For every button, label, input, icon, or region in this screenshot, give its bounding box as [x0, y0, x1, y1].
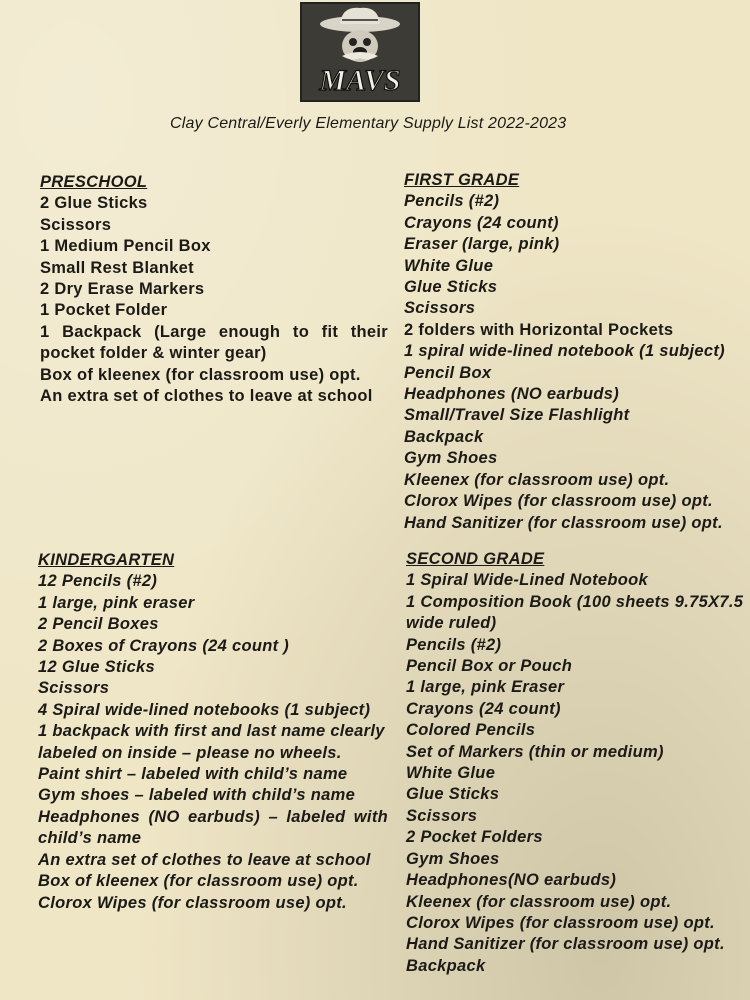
list-item: 1 Spiral Wide-Lined Notebook [406, 571, 649, 590]
list-item: Gym Shoes [404, 449, 498, 468]
list-item: Pencils (#2) [406, 635, 502, 654]
list-item: Scissors [406, 806, 478, 825]
list-item: 1 large, pink eraser [38, 593, 195, 612]
list-item: Box of kleenex (for classroom use) opt. [40, 365, 361, 384]
list-item: Scissors [40, 215, 112, 234]
list-item: Crayons (24 count) [404, 213, 559, 232]
list-item: Scissors [38, 679, 110, 698]
first-grade-heading: FIRST GRADE [404, 171, 520, 189]
logo-text: MAVS [319, 64, 401, 97]
list-item: 2 Pocket Folders [406, 828, 543, 847]
list-item: 12 Pencils (#2) [38, 572, 158, 591]
list-item: Clorox Wipes (for classroom use) opt. [404, 492, 713, 511]
list-item: Clorox Wipes (for classroom use) opt. [38, 893, 347, 912]
list-item: Gym Shoes [406, 849, 500, 868]
list-item: Backpack [406, 956, 486, 975]
list-item: 1 Pocket Folder [40, 301, 168, 320]
list-item: Clorox Wipes (for classroom use) opt. [406, 913, 715, 932]
list-item: Box of kleenex (for classroom use) opt. [38, 872, 359, 891]
list-item: 2 Dry Erase Markers [40, 280, 205, 299]
list-item: Set of Markers (thin or medium) [406, 742, 664, 761]
list-item: Pencils (#2) [404, 192, 500, 211]
list-item: White Glue [404, 256, 494, 275]
list-item: 2 folders with Horizontal Pockets [404, 320, 674, 339]
list-item: Eraser (large, pink) [404, 235, 560, 254]
list-item: Headphones (NO earbuds) [404, 385, 620, 404]
list-item: Gym shoes – labeled with child’s name [38, 786, 356, 805]
list-item: Paint shirt – labeled with child’s name [38, 765, 348, 784]
list-item: Small/Travel Size Flashlight [404, 406, 630, 425]
list-item: 4 Spiral wide-lined notebooks (1 subject) [38, 700, 371, 719]
kindergarten-heading: KINDERGARTEN [38, 551, 175, 569]
list-item: Hand Sanitizer (for classroom use) opt. [406, 935, 725, 954]
list-item: Backpack [404, 427, 484, 446]
list-item: Glue Sticks [404, 278, 498, 297]
list-item: Headphones(NO earbuds) [406, 871, 617, 890]
list-item: 2 Glue Sticks [40, 194, 148, 213]
list-item: Kleenex (for classroom use) opt. [406, 892, 672, 911]
list-item: An extra set of clothes to leave at school [40, 387, 373, 406]
preschool-heading: PRESCHOOL [40, 173, 148, 191]
list-item: Colored Pencils [406, 721, 536, 740]
list-item: Scissors [404, 299, 476, 318]
list-item: Small Rest Blanket [40, 258, 194, 277]
list-item: 1 Composition Book (100 sheets 9.75X7.5 wide ruled) [406, 592, 744, 633]
list-item: An extra set of clothes to leave at school [38, 850, 371, 869]
preschool-section [40, 172, 392, 407]
list-item: 1 Backpack (Large enough to fit their pocket folder & winter gear) [40, 322, 388, 363]
list-item: 1 backpack with first and last name clearly labeled on inside – please no wheels. [38, 722, 385, 762]
list-item: Hand Sanitizer (for classroom use) opt. [404, 513, 723, 532]
mavs-logo [300, 2, 420, 102]
list-item: White Glue [406, 764, 496, 783]
list-item: Pencil Box or Pouch [406, 657, 573, 676]
list-item: Kleenex (for classroom use) opt. [404, 470, 670, 489]
list-item: 12 Glue Sticks [38, 658, 156, 677]
list-item: Pencil Box [404, 363, 492, 382]
list-item: 1 Medium Pencil Box [40, 237, 211, 256]
first-grade-section [404, 170, 750, 534]
list-item: Crayons (24 count) [406, 699, 561, 718]
list-item: 2 Pencil Boxes [38, 615, 159, 634]
list-item: Headphones (NO earbuds) – labeled with child’s name [38, 807, 388, 848]
second-grade-section [406, 549, 750, 977]
list-item: 1 spiral wide-lined notebook (1 subject) [404, 342, 725, 361]
list-item: Glue Sticks [406, 785, 500, 804]
list-item: 1 large, pink Eraser [406, 678, 565, 697]
page-title: Clay Central/Everly Elementary Supply List 2022-2023 [170, 115, 567, 132]
list-item: 2 Boxes of Crayons (24 count ) [38, 636, 290, 655]
second-grade-heading: SECOND GRADE [406, 550, 545, 568]
kindergarten-section [38, 550, 390, 914]
